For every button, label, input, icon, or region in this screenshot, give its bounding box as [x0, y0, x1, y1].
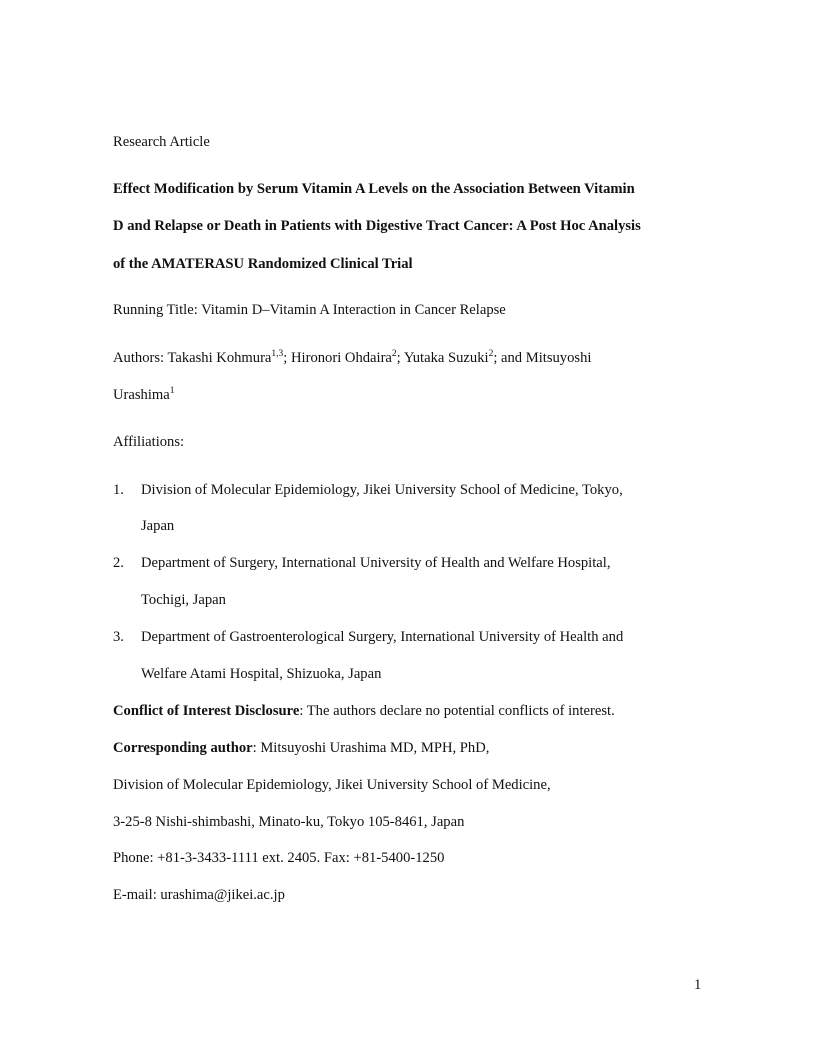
article-type: Research Article	[113, 134, 210, 150]
title-line-3: of the AMATERASU Randomized Clinical Trial	[113, 256, 413, 272]
author-separator: ;	[283, 350, 291, 366]
authors-line-1	[113, 349, 591, 367]
affiliation-number: 2.	[113, 555, 124, 571]
phone-fax: Phone: +81-3-3433-1111 ext. 2405. Fax: +81-5400-1250	[113, 850, 445, 866]
affiliation-number: 3.	[113, 629, 124, 645]
author-affiliation-sup: 1,3	[271, 349, 284, 359]
affiliations-heading: Affiliations:	[113, 434, 185, 450]
conflict-of-interest	[113, 702, 615, 720]
address-line-2: 3-25-8 Nishi-shimbashi, Minato-ku, Tokyo 105-8461, Japan	[113, 814, 465, 830]
affiliation-text-line-1: Department of Gastroenterological Surgery, International University of Health and	[141, 629, 624, 645]
author-name: Takashi Kohmura	[167, 350, 272, 366]
authors-line-2	[113, 386, 175, 404]
conflict-label: Conflict of Interest Disclosure	[113, 703, 300, 719]
corresponding-label: Corresponding author	[113, 740, 253, 756]
title-line-2: D and Relapse or Death in Patients with Digestive Tract Cancer: A Post Hoc Analysis	[113, 218, 641, 234]
email: E-mail: urashima@jikei.ac.jp	[113, 887, 285, 903]
affiliation-number: 1.	[113, 482, 124, 498]
author-affiliation-sup: 2	[488, 349, 494, 359]
affiliation-text-line-1: Department of Surgery, International University of Health and Welfare Hospital,	[141, 555, 611, 571]
author-separator: ; and Mitsuyoshi	[493, 350, 592, 366]
affiliation-text-line-2: Welfare Atami Hospital, Shizuoka, Japan	[141, 666, 382, 682]
conflict-text: : The authors declare no potential conflicts of interest.	[299, 703, 615, 719]
title-line-1: Effect Modification by Serum Vitamin A Levels on the Association Between Vitamin	[113, 181, 635, 197]
page-number: 1	[694, 977, 702, 993]
author-name: Hironori Ohdaira	[291, 350, 392, 366]
author-name: Yutaka Suzuki	[403, 350, 489, 366]
affiliation-text-line-1: Division of Molecular Epidemiology, Jikei University School of Medicine, Tokyo,	[141, 482, 623, 498]
author-name: Urashima	[113, 387, 170, 403]
corresponding-author	[113, 739, 489, 757]
address-line-1: Division of Molecular Epidemiology, Jikei University School of Medicine,	[113, 777, 551, 793]
affiliation-text-line-2: Japan	[141, 518, 175, 534]
authors-prefix: Authors:	[113, 350, 168, 366]
running-title: Running Title: Vitamin D–Vitamin A Interaction in Cancer Relapse	[113, 302, 506, 318]
affiliation-text-line-2: Tochigi, Japan	[141, 592, 226, 608]
corresponding-text: : Mitsuyoshi Urashima MD, MPH, PhD,	[252, 740, 490, 756]
author-affiliation-sup: 2	[391, 349, 397, 359]
author-affiliation-sup: 1	[169, 386, 175, 396]
author-separator: ;	[396, 350, 404, 366]
